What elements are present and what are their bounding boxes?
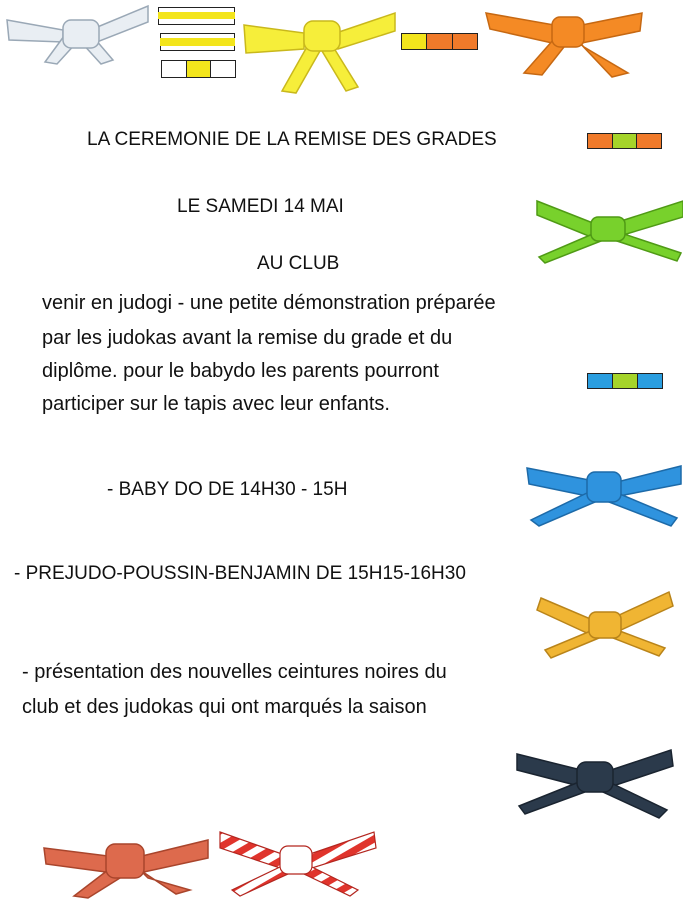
grade-swatch-white-yellow-white bbox=[161, 60, 236, 78]
swatch-segment-white bbox=[162, 61, 187, 77]
description-line: participer sur le tapis avec leur enfants. bbox=[42, 393, 390, 415]
description-line: venir en judogi - une petite démonstration préparée bbox=[42, 292, 496, 314]
swatch-segment-orange bbox=[588, 134, 613, 148]
schedule-prejudo: - PREJUDO-POUSSIN-BENJAMIN DE 15H15-16H30 bbox=[14, 563, 466, 584]
presentation-paragraph bbox=[22, 655, 447, 725]
grade-swatch-blue-green bbox=[587, 373, 663, 389]
swatch-segment-blue bbox=[588, 374, 613, 388]
belt-gold-icon bbox=[535, 590, 675, 660]
belt-yellow-icon bbox=[242, 5, 397, 93]
grade-swatch-orange-green bbox=[587, 133, 662, 149]
ceremony-place: AU CLUB bbox=[257, 253, 340, 274]
grade-swatch-yellow-orange bbox=[401, 33, 478, 50]
presentation-line: - présentation des nouvelles ceintures noires du bbox=[22, 661, 447, 683]
swatch-segment-yellow bbox=[187, 61, 212, 77]
belt-white-icon bbox=[5, 2, 150, 64]
belt-orange-icon bbox=[484, 3, 644, 83]
swatch-segment-orange bbox=[637, 134, 661, 148]
description-line: diplôme. pour le babydo les parents pourront bbox=[42, 360, 439, 382]
belt-red-white-icon bbox=[218, 828, 378, 896]
grade-swatch-yellow-band-2 bbox=[160, 38, 235, 46]
belt-red-icon bbox=[42, 830, 210, 898]
swatch-segment-white bbox=[211, 61, 235, 77]
schedule-baby-do: - BABY DO DE 14H30 - 15H bbox=[107, 479, 348, 500]
ceremony-title: LA CEREMONIE DE LA REMISE DES GRADES bbox=[87, 129, 497, 150]
grade-swatch-yellow-band bbox=[158, 12, 235, 19]
swatch-segment-yellow bbox=[402, 34, 427, 49]
description-paragraph bbox=[42, 286, 496, 422]
swatch-segment-orange bbox=[427, 34, 452, 49]
description-line: par les judokas avant la remise du grade et du bbox=[42, 327, 453, 349]
swatch-segment-green bbox=[613, 374, 638, 388]
presentation-line: club et des judokas qui ont marqués la saison bbox=[22, 696, 427, 718]
belt-blue-icon bbox=[525, 462, 683, 528]
ceremony-date: LE SAMEDI 14 MAI bbox=[177, 196, 344, 217]
swatch-segment-orange bbox=[453, 34, 477, 49]
swatch-segment-green bbox=[613, 134, 638, 148]
swatch-segment-blue bbox=[638, 374, 662, 388]
belt-black-icon bbox=[515, 748, 675, 820]
belt-green-icon bbox=[535, 195, 683, 263]
